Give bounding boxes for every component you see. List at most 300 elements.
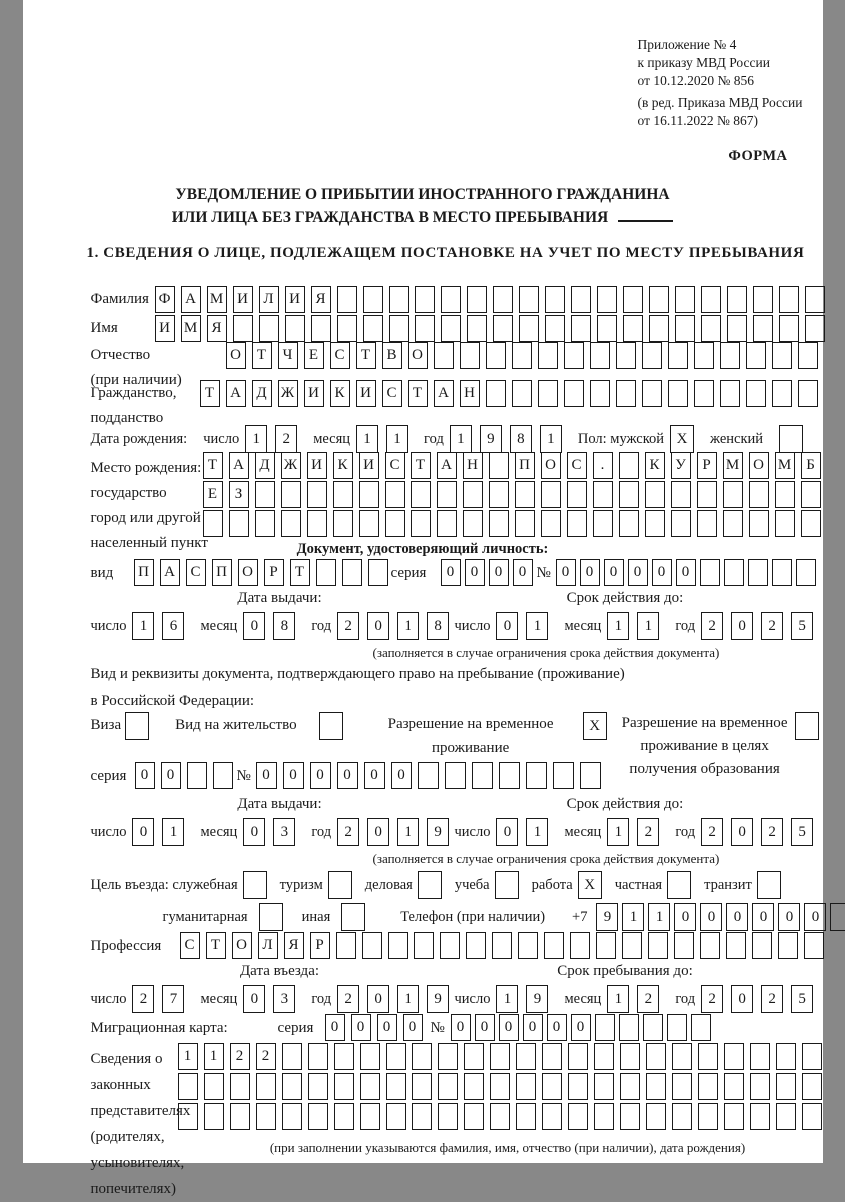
char-cell[interactable] — [516, 1073, 536, 1100]
char-cell[interactable]: Я — [311, 286, 331, 313]
char-cell[interactable]: 0 — [364, 762, 385, 789]
char-cell[interactable] — [437, 510, 457, 537]
char-cell[interactable] — [776, 1043, 796, 1070]
purpose-transit-checkbox[interactable] — [757, 871, 781, 899]
char-cell[interactable] — [802, 1103, 822, 1130]
char-cell[interactable]: 0 — [337, 762, 358, 789]
char-cell[interactable] — [724, 1103, 744, 1130]
char-cell[interactable]: 2 — [337, 612, 359, 640]
residence-checkbox[interactable] — [319, 712, 343, 740]
char-cell[interactable]: 1 — [397, 818, 419, 846]
char-cell[interactable] — [620, 1043, 640, 1070]
char-cell[interactable]: 0 — [804, 903, 826, 931]
doc-number-field[interactable] — [556, 559, 816, 586]
char-cell[interactable]: Е — [304, 342, 324, 369]
char-cell[interactable]: А — [437, 452, 457, 479]
migcard-number-field[interactable] — [451, 1014, 711, 1041]
char-cell[interactable] — [580, 762, 601, 789]
char-cell[interactable] — [772, 380, 792, 407]
char-cell[interactable] — [596, 932, 616, 959]
guardians-field-row3[interactable] — [178, 1103, 822, 1130]
char-cell[interactable] — [178, 1073, 198, 1100]
char-cell[interactable] — [386, 1103, 406, 1130]
char-cell[interactable]: 0 — [496, 612, 518, 640]
char-cell[interactable] — [779, 286, 799, 313]
char-cell[interactable]: Ф — [155, 286, 175, 313]
char-cell[interactable] — [542, 1043, 562, 1070]
doc-series-field[interactable] — [441, 559, 533, 586]
char-cell[interactable] — [464, 1043, 484, 1070]
char-cell[interactable]: 6 — [162, 612, 184, 640]
char-cell[interactable] — [750, 1043, 770, 1070]
permit-issue-year[interactable] — [337, 818, 449, 846]
birthplace-field-row2[interactable] — [203, 481, 821, 508]
doc-valid-day[interactable] — [496, 612, 548, 640]
char-cell[interactable]: 0 — [441, 559, 461, 586]
char-cell[interactable]: . — [593, 452, 613, 479]
char-cell[interactable]: Р — [697, 452, 717, 479]
char-cell[interactable]: 2 — [337, 985, 359, 1013]
char-cell[interactable] — [720, 380, 740, 407]
char-cell[interactable] — [649, 286, 669, 313]
char-cell[interactable]: 0 — [377, 1014, 397, 1041]
char-cell[interactable] — [697, 481, 717, 508]
char-cell[interactable]: 1 — [397, 612, 419, 640]
char-cell[interactable] — [672, 1103, 692, 1130]
char-cell[interactable]: 1 — [397, 985, 419, 1013]
char-cell[interactable] — [643, 1014, 663, 1041]
char-cell[interactable]: Е — [203, 481, 223, 508]
stay-day[interactable] — [496, 985, 548, 1013]
char-cell[interactable] — [671, 510, 691, 537]
char-cell[interactable] — [701, 315, 721, 342]
char-cell[interactable] — [308, 1043, 328, 1070]
char-cell[interactable] — [726, 932, 746, 959]
char-cell[interactable]: Т — [203, 452, 223, 479]
char-cell[interactable] — [255, 481, 275, 508]
char-cell[interactable]: 8 — [273, 612, 295, 640]
char-cell[interactable]: П — [134, 559, 154, 586]
char-cell[interactable] — [594, 1103, 614, 1130]
char-cell[interactable]: 0 — [580, 559, 600, 586]
char-cell[interactable] — [567, 510, 587, 537]
char-cell[interactable]: 0 — [571, 1014, 591, 1041]
char-cell[interactable]: 1 — [450, 425, 472, 453]
char-cell[interactable] — [386, 1073, 406, 1100]
char-cell[interactable] — [567, 481, 587, 508]
char-cell[interactable] — [830, 903, 845, 931]
char-cell[interactable] — [700, 559, 720, 586]
char-cell[interactable]: О — [238, 559, 258, 586]
char-cell[interactable] — [796, 559, 816, 586]
char-cell[interactable]: С — [180, 932, 200, 959]
char-cell[interactable]: 2 — [337, 818, 359, 846]
char-cell[interactable] — [204, 1103, 224, 1130]
char-cell[interactable] — [541, 510, 561, 537]
char-cell[interactable] — [489, 481, 509, 508]
purpose-private-checkbox[interactable] — [667, 871, 691, 899]
char-cell[interactable]: И — [155, 315, 175, 342]
char-cell[interactable]: 0 — [465, 559, 485, 586]
char-cell[interactable]: 0 — [731, 818, 753, 846]
char-cell[interactable]: О — [541, 452, 561, 479]
char-cell[interactable] — [316, 559, 336, 586]
char-cell[interactable] — [440, 932, 460, 959]
char-cell[interactable] — [593, 481, 613, 508]
char-cell[interactable] — [568, 1103, 588, 1130]
char-cell[interactable] — [698, 1073, 718, 1100]
char-cell[interactable]: 0 — [243, 985, 265, 1013]
char-cell[interactable] — [752, 932, 772, 959]
char-cell[interactable] — [512, 342, 532, 369]
char-cell[interactable]: И — [359, 452, 379, 479]
char-cell[interactable]: О — [226, 342, 246, 369]
char-cell[interactable]: 2 — [637, 818, 659, 846]
char-cell[interactable]: С — [382, 380, 402, 407]
char-cell[interactable] — [646, 1073, 666, 1100]
char-cell[interactable] — [805, 315, 825, 342]
permit-valid-year[interactable] — [701, 818, 813, 846]
char-cell[interactable] — [700, 932, 720, 959]
permit-issue-day[interactable] — [132, 818, 184, 846]
char-cell[interactable] — [564, 380, 584, 407]
sex-male-checkbox[interactable]: X — [670, 425, 694, 453]
char-cell[interactable]: К — [333, 452, 353, 479]
char-cell[interactable] — [386, 1043, 406, 1070]
char-cell[interactable] — [333, 510, 353, 537]
char-cell[interactable]: 2 — [761, 818, 783, 846]
char-cell[interactable] — [441, 286, 461, 313]
char-cell[interactable] — [620, 1103, 640, 1130]
char-cell[interactable] — [619, 1014, 639, 1041]
char-cell[interactable]: 0 — [604, 559, 624, 586]
char-cell[interactable] — [463, 510, 483, 537]
sex-female-checkbox[interactable] — [779, 425, 803, 453]
char-cell[interactable] — [545, 286, 565, 313]
char-cell[interactable] — [437, 481, 457, 508]
char-cell[interactable] — [360, 1103, 380, 1130]
char-cell[interactable]: 9 — [526, 985, 548, 1013]
doc-issue-year[interactable] — [337, 612, 449, 640]
char-cell[interactable]: Д — [255, 452, 275, 479]
char-cell[interactable]: 8 — [427, 612, 449, 640]
char-cell[interactable]: А — [160, 559, 180, 586]
char-cell[interactable] — [674, 932, 694, 959]
char-cell[interactable]: 1 — [540, 425, 562, 453]
char-cell[interactable] — [642, 380, 662, 407]
char-cell[interactable]: 7 — [162, 985, 184, 1013]
char-cell[interactable] — [619, 481, 639, 508]
char-cell[interactable] — [748, 559, 768, 586]
char-cell[interactable]: 2 — [761, 985, 783, 1013]
migcard-series-field[interactable] — [325, 1014, 423, 1041]
char-cell[interactable] — [445, 762, 466, 789]
char-cell[interactable] — [668, 380, 688, 407]
char-cell[interactable] — [595, 1014, 615, 1041]
char-cell[interactable] — [472, 762, 493, 789]
char-cell[interactable] — [308, 1073, 328, 1100]
char-cell[interactable] — [619, 510, 639, 537]
char-cell[interactable]: А — [226, 380, 246, 407]
char-cell[interactable] — [389, 315, 409, 342]
char-cell[interactable] — [489, 510, 509, 537]
char-cell[interactable]: И — [304, 380, 324, 407]
char-cell[interactable]: 0 — [499, 1014, 519, 1041]
char-cell[interactable] — [363, 286, 383, 313]
birth-month-field[interactable] — [356, 425, 408, 453]
char-cell[interactable] — [746, 380, 766, 407]
char-cell[interactable]: 9 — [427, 985, 449, 1013]
char-cell[interactable] — [727, 286, 747, 313]
char-cell[interactable]: Т — [252, 342, 272, 369]
char-cell[interactable]: 2 — [275, 425, 297, 453]
birth-year-field[interactable] — [450, 425, 562, 453]
purpose-work-checkbox[interactable]: X — [578, 871, 602, 899]
char-cell[interactable]: 0 — [161, 762, 181, 789]
char-cell[interactable]: С — [385, 452, 405, 479]
char-cell[interactable] — [178, 1103, 198, 1130]
entry-year[interactable] — [337, 985, 449, 1013]
char-cell[interactable] — [412, 1043, 432, 1070]
char-cell[interactable] — [385, 510, 405, 537]
permit-series-field[interactable] — [135, 762, 233, 789]
char-cell[interactable]: 0 — [547, 1014, 567, 1041]
char-cell[interactable]: 0 — [283, 762, 304, 789]
char-cell[interactable] — [798, 380, 818, 407]
char-cell[interactable]: 0 — [676, 559, 696, 586]
char-cell[interactable] — [307, 481, 327, 508]
char-cell[interactable] — [541, 481, 561, 508]
char-cell[interactable] — [724, 1043, 744, 1070]
char-cell[interactable] — [526, 762, 547, 789]
char-cell[interactable]: О — [408, 342, 428, 369]
doc-issue-day[interactable] — [132, 612, 184, 640]
char-cell[interactable]: И — [285, 286, 305, 313]
char-cell[interactable] — [645, 481, 665, 508]
char-cell[interactable]: 0 — [496, 818, 518, 846]
char-cell[interactable] — [490, 1073, 510, 1100]
birthplace-field-row3[interactable] — [203, 510, 821, 537]
char-cell[interactable]: 5 — [791, 985, 813, 1013]
char-cell[interactable] — [746, 342, 766, 369]
char-cell[interactable]: И — [307, 452, 327, 479]
char-cell[interactable] — [411, 510, 431, 537]
purpose-humanitarian-checkbox[interactable] — [259, 903, 283, 931]
char-cell[interactable]: 1 — [607, 612, 629, 640]
surname-field[interactable] — [155, 286, 825, 313]
char-cell[interactable]: 2 — [132, 985, 154, 1013]
stay-month[interactable] — [607, 985, 659, 1013]
char-cell[interactable] — [720, 342, 740, 369]
char-cell[interactable]: 0 — [628, 559, 648, 586]
char-cell[interactable] — [648, 932, 668, 959]
char-cell[interactable] — [464, 1103, 484, 1130]
char-cell[interactable]: 1 — [386, 425, 408, 453]
char-cell[interactable]: 2 — [701, 985, 723, 1013]
char-cell[interactable] — [775, 510, 795, 537]
char-cell[interactable] — [256, 1103, 276, 1130]
char-cell[interactable]: 2 — [761, 612, 783, 640]
char-cell[interactable] — [749, 510, 769, 537]
char-cell[interactable] — [776, 1073, 796, 1100]
char-cell[interactable] — [464, 1073, 484, 1100]
char-cell[interactable] — [412, 1103, 432, 1130]
doc-type-field[interactable] — [134, 559, 388, 586]
char-cell[interactable] — [342, 559, 362, 586]
doc-valid-year[interactable] — [701, 612, 813, 640]
char-cell[interactable]: М — [723, 452, 743, 479]
char-cell[interactable] — [333, 481, 353, 508]
char-cell[interactable] — [698, 1043, 718, 1070]
char-cell[interactable]: 0 — [475, 1014, 495, 1041]
char-cell[interactable] — [519, 315, 539, 342]
char-cell[interactable] — [230, 1073, 250, 1100]
char-cell[interactable]: Д — [252, 380, 272, 407]
char-cell[interactable] — [466, 932, 486, 959]
char-cell[interactable]: 1 — [132, 612, 154, 640]
char-cell[interactable] — [282, 1043, 302, 1070]
char-cell[interactable]: К — [330, 380, 350, 407]
char-cell[interactable] — [597, 286, 617, 313]
char-cell[interactable] — [675, 286, 695, 313]
char-cell[interactable] — [259, 315, 279, 342]
char-cell[interactable] — [187, 762, 207, 789]
phone-field[interactable] — [596, 903, 845, 931]
char-cell[interactable]: 1 — [526, 818, 548, 846]
char-cell[interactable] — [594, 1043, 614, 1070]
char-cell[interactable]: С — [567, 452, 587, 479]
char-cell[interactable]: Н — [460, 380, 480, 407]
char-cell[interactable] — [570, 932, 590, 959]
char-cell[interactable] — [467, 286, 487, 313]
char-cell[interactable]: Ж — [281, 452, 301, 479]
char-cell[interactable]: 2 — [701, 612, 723, 640]
char-cell[interactable] — [385, 481, 405, 508]
permit-number-field[interactable] — [256, 762, 601, 789]
char-cell[interactable] — [593, 510, 613, 537]
char-cell[interactable]: 0 — [367, 985, 389, 1013]
char-cell[interactable]: 5 — [791, 818, 813, 846]
char-cell[interactable] — [553, 762, 574, 789]
char-cell[interactable] — [750, 1073, 770, 1100]
char-cell[interactable]: 0 — [367, 612, 389, 640]
char-cell[interactable]: Л — [259, 286, 279, 313]
char-cell[interactable] — [204, 1073, 224, 1100]
char-cell[interactable] — [368, 559, 388, 586]
char-cell[interactable] — [434, 342, 454, 369]
char-cell[interactable]: 0 — [778, 903, 800, 931]
char-cell[interactable] — [414, 932, 434, 959]
char-cell[interactable] — [590, 380, 610, 407]
char-cell[interactable]: 0 — [700, 903, 722, 931]
char-cell[interactable] — [667, 1014, 687, 1041]
char-cell[interactable] — [544, 932, 564, 959]
char-cell[interactable] — [802, 1073, 822, 1100]
char-cell[interactable] — [518, 932, 538, 959]
char-cell[interactable] — [308, 1103, 328, 1130]
char-cell[interactable]: Ч — [278, 342, 298, 369]
guardians-field-row2[interactable] — [178, 1073, 822, 1100]
char-cell[interactable] — [727, 315, 747, 342]
char-cell[interactable] — [256, 1073, 276, 1100]
char-cell[interactable] — [282, 1103, 302, 1130]
permit-issue-month[interactable] — [243, 818, 295, 846]
char-cell[interactable]: Л — [258, 932, 278, 959]
char-cell[interactable]: 1 — [204, 1043, 224, 1070]
patronymic-field[interactable] — [226, 342, 818, 369]
char-cell[interactable] — [724, 559, 744, 586]
char-cell[interactable] — [590, 342, 610, 369]
char-cell[interactable] — [571, 286, 591, 313]
char-cell[interactable]: 5 — [791, 612, 813, 640]
char-cell[interactable]: 0 — [726, 903, 748, 931]
char-cell[interactable] — [499, 762, 520, 789]
char-cell[interactable]: 0 — [731, 985, 753, 1013]
purpose-other-checkbox[interactable] — [341, 903, 365, 931]
char-cell[interactable] — [282, 1073, 302, 1100]
char-cell[interactable]: 2 — [637, 985, 659, 1013]
char-cell[interactable] — [467, 315, 487, 342]
char-cell[interactable] — [571, 315, 591, 342]
char-cell[interactable] — [334, 1073, 354, 1100]
char-cell[interactable] — [493, 286, 513, 313]
char-cell[interactable]: 1 — [607, 985, 629, 1013]
char-cell[interactable] — [334, 1043, 354, 1070]
char-cell[interactable] — [805, 286, 825, 313]
char-cell[interactable]: Т — [290, 559, 310, 586]
char-cell[interactable]: 0 — [310, 762, 331, 789]
char-cell[interactable]: 3 — [273, 985, 295, 1013]
char-cell[interactable]: Я — [207, 315, 227, 342]
char-cell[interactable]: А — [181, 286, 201, 313]
char-cell[interactable] — [772, 342, 792, 369]
char-cell[interactable] — [412, 1073, 432, 1100]
rvp-edu-checkbox[interactable] — [795, 712, 819, 740]
char-cell[interactable] — [515, 481, 535, 508]
char-cell[interactable] — [616, 342, 636, 369]
char-cell[interactable]: 0 — [451, 1014, 471, 1041]
char-cell[interactable] — [515, 510, 535, 537]
char-cell[interactable]: М — [181, 315, 201, 342]
char-cell[interactable] — [493, 315, 513, 342]
char-cell[interactable] — [802, 1043, 822, 1070]
guardians-field-row1[interactable] — [178, 1043, 822, 1070]
char-cell[interactable] — [753, 286, 773, 313]
char-cell[interactable] — [334, 1103, 354, 1130]
char-cell[interactable] — [698, 1103, 718, 1130]
char-cell[interactable] — [337, 315, 357, 342]
char-cell[interactable]: Т — [411, 452, 431, 479]
char-cell[interactable] — [594, 1073, 614, 1100]
char-cell[interactable] — [213, 762, 233, 789]
char-cell[interactable]: У — [671, 452, 691, 479]
char-cell[interactable]: 0 — [674, 903, 696, 931]
char-cell[interactable]: К — [645, 452, 665, 479]
char-cell[interactable] — [623, 286, 643, 313]
char-cell[interactable]: 1 — [607, 818, 629, 846]
char-cell[interactable] — [359, 481, 379, 508]
char-cell[interactable]: 2 — [230, 1043, 250, 1070]
char-cell[interactable]: М — [207, 286, 227, 313]
char-cell[interactable]: 0 — [556, 559, 576, 586]
char-cell[interactable]: 0 — [367, 818, 389, 846]
char-cell[interactable] — [516, 1043, 536, 1070]
char-cell[interactable]: 1 — [637, 612, 659, 640]
char-cell[interactable]: 1 — [648, 903, 670, 931]
char-cell[interactable] — [798, 342, 818, 369]
char-cell[interactable] — [388, 932, 408, 959]
visa-checkbox[interactable] — [125, 712, 149, 740]
